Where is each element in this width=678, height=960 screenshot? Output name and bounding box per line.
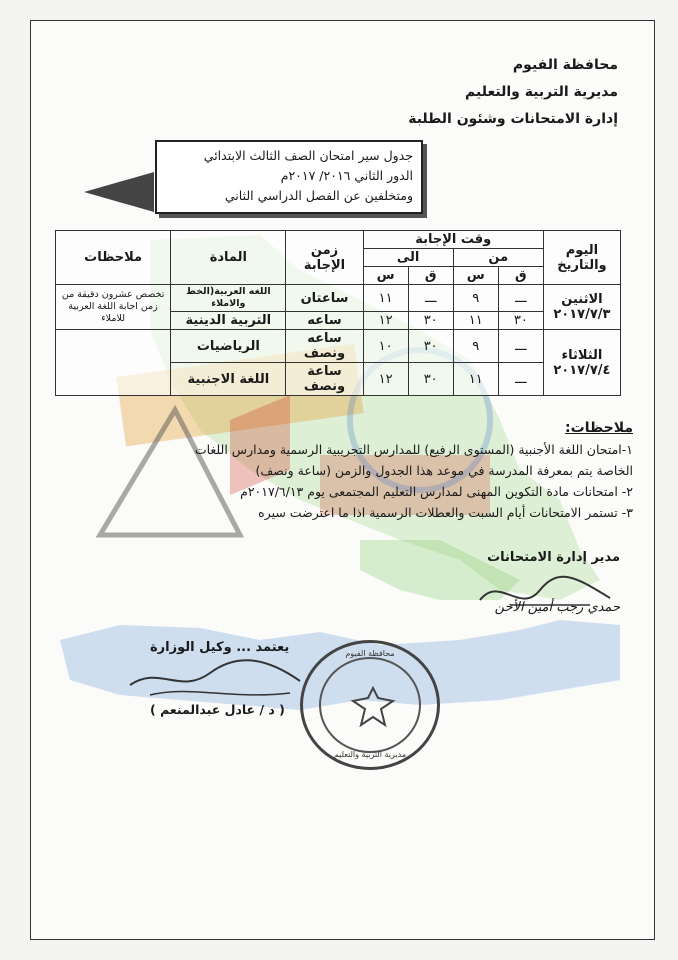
to-s-cell: ١٢ — [363, 312, 408, 330]
subject-cell: اللغه العربية(الخط والاملاء — [171, 285, 286, 312]
header-to-q: ق — [408, 267, 453, 285]
stamp-bottom-text: مديرية التربية والتعليم — [333, 750, 407, 759]
from-s-cell: ٩ — [453, 330, 498, 363]
approval-title: يعتمد ... وكيل الوزارة — [150, 640, 290, 655]
to-s-cell: ١٠ — [363, 330, 408, 363]
from-s-cell: ١١ — [453, 363, 498, 396]
table-row — [56, 330, 621, 363]
subject-cell: الرياضيات — [171, 330, 286, 363]
header-answer-time: وقت الإجابة — [363, 231, 543, 249]
header-day-date: اليوم والتاريخ — [543, 231, 620, 285]
stamp-top-text: محافظة الفيوم — [345, 649, 395, 658]
to-q-cell: ٣٠ — [408, 363, 453, 396]
exam-schedule-table — [55, 230, 621, 396]
notes-title: ملاحظات: — [565, 420, 633, 436]
from-q-cell: ـــ — [498, 330, 543, 363]
header-from-s: س — [453, 267, 498, 285]
header-from: من — [453, 249, 543, 267]
subject-cell: اللغة الاجنبية — [171, 363, 286, 396]
notes-section — [43, 418, 633, 523]
header-subject: المادة — [171, 231, 286, 285]
to-q-cell: ٣٠ — [408, 312, 453, 330]
notes-cell — [56, 330, 171, 396]
header-notes: ملاحظات — [56, 231, 171, 285]
from-s-cell: ٩ — [453, 285, 498, 312]
table-header-row-1 — [56, 231, 621, 249]
header-from-q: ق — [498, 267, 543, 285]
signer-title: مدير إدارة الامتحانات — [487, 550, 620, 565]
from-q-cell: ٣٠ — [498, 312, 543, 330]
to-s-cell: ١١ — [363, 285, 408, 312]
signer-name: حمدي رجب أمين الأخن — [494, 600, 620, 615]
from-q-cell: ـــ — [498, 285, 543, 312]
duration-cell: ساعه — [286, 312, 363, 330]
day-name: الثلاثاء — [561, 347, 603, 363]
day-cell — [543, 330, 620, 396]
header-duration: زمن الإجابة — [286, 231, 363, 285]
title-line-3: ومتخلفين عن الفصل الدراسي الثاني — [224, 188, 413, 203]
official-stamp — [300, 640, 440, 770]
day-date: ٢٠١٧/٧/٣ — [553, 307, 611, 322]
notes-cell: تخصص عشرون دقيقة من زمن اجابة اللغة العربية للاملاء — [56, 285, 171, 330]
eagle-emblem-icon — [348, 683, 398, 733]
header-to: الى — [363, 249, 453, 267]
from-s-cell: ١١ — [453, 312, 498, 330]
title-line-2: الدور الثاني ٢٠١٦/ ٢٠١٧م — [280, 168, 413, 183]
to-q-cell: ـــ — [408, 285, 453, 312]
note-3: ٣- تستمر الامتحانات أيام السبت والعطلات الرسمية اذا ما اعترضت سيره — [258, 505, 633, 520]
approval-name: ( د / عادل عبدالمنعم ) — [150, 702, 285, 717]
directorate-title: مديرية التربية والتعليم — [465, 84, 618, 100]
department-title: إدارة الامتحانات وشئون الطلبة — [408, 111, 618, 127]
schedule-title-box — [155, 140, 423, 214]
duration-cell: ساعه ونصف — [286, 330, 363, 363]
to-s-cell: ١٢ — [363, 363, 408, 396]
note-2: ٢- امتحانات مادة التكوين المهنى لمدارس التعليم المجتمعى يوم ٢٠١٧/٦/١٣م — [240, 484, 633, 499]
governorate-title: محافظة الفيوم — [512, 57, 618, 73]
header-to-s: س — [363, 267, 408, 285]
day-cell — [543, 285, 620, 330]
note-1b: الخاصة يتم بمعرفة المدرسة في موعد هذا الجدول والزمن (ساعة ونصف) — [255, 463, 633, 478]
title-line-1: جدول سير امتحان الصف الثالث الابتدائي — [203, 148, 413, 163]
table-row — [56, 285, 621, 312]
day-date: ٢٠١٧/٧/٤ — [553, 362, 611, 378]
to-q-cell: ٣٠ — [408, 330, 453, 363]
note-1a: ١-امتحان اللغة الأجنبية (المستوى الرفيع) للمدارس التجريبية الرسمية ومدارس اللغات — [194, 442, 633, 457]
arrow-pointer-shape — [84, 172, 154, 212]
day-name: الاثنين — [561, 292, 603, 307]
subject-cell: التربية الدينية — [171, 312, 286, 330]
duration-cell: ساعتان — [286, 285, 363, 312]
header-block — [408, 52, 618, 133]
duration-cell: ساعة ونصف — [286, 363, 363, 396]
from-q-cell: ـــ — [498, 363, 543, 396]
